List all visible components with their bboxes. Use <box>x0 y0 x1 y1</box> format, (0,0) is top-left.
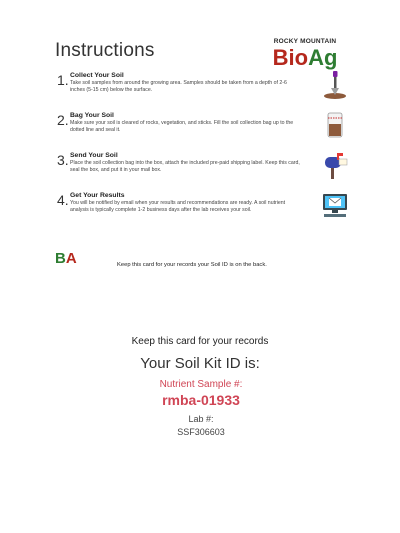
logo-main-text <box>267 46 343 70</box>
instructions-card <box>45 30 355 288</box>
step-3 <box>55 150 355 186</box>
step-text: Place the soil collection bag into the box, attach the included pre-paid shipping label. Keep this card, seal the box, and put it in your mail box. <box>70 160 300 173</box>
step-text: Take soil samples from around the growing area. Samples should be taken from a depth of 2-6 inches (5-15 cm) below the surface. <box>70 80 287 93</box>
soil-id-card <box>55 320 345 470</box>
step-title: Bag Your Soil <box>70 112 114 119</box>
sample-id-label <box>151 378 251 448</box>
ba-footer-logo-a: A <box>65 250 77 267</box>
logo-main-ag: Ag <box>308 45 338 70</box>
trowel-icon <box>321 70 349 100</box>
step-title: Collect Your Soil <box>70 72 124 79</box>
computer-email-icon <box>321 190 349 220</box>
ba-footer-logo <box>55 250 79 272</box>
mailbox-icon <box>321 150 349 180</box>
logo-main-bio: Bio <box>272 45 309 70</box>
step-text: Make sure your soil is cleared of rocks, vegetation, and sticks. Fill the soil collection bag up to the dotted line and seal it. <box>70 120 294 133</box>
step-title: Get Your Results <box>70 192 125 199</box>
nutrient-sample-value: rmba-01933 <box>162 392 240 408</box>
instructions-title: Instructions <box>55 40 155 61</box>
step-number: 4. <box>57 192 69 208</box>
step-number: 2. <box>57 112 69 128</box>
nutrient-sample-label: Nutrient Sample #: <box>159 379 243 390</box>
logo-top-text: ROCKY MOUNTAIN <box>273 38 337 45</box>
step-number: 1. <box>57 72 69 88</box>
step-2 <box>55 110 355 146</box>
step-title: Send Your Soil <box>70 152 118 159</box>
step-number: 3. <box>57 152 69 168</box>
ba-footer-logo-b: B <box>55 250 66 267</box>
footer-note: Keep this card for your records your Soil ID is on the back. <box>117 262 267 268</box>
lab-number-value: SSF306603 <box>177 427 225 437</box>
keep-card-text: Keep this card for your records <box>131 336 269 347</box>
soil-kit-id-heading: Your Soil Kit ID is: <box>140 355 260 372</box>
soil-bag-icon <box>321 110 349 140</box>
lab-number-label: Lab #: <box>188 414 214 424</box>
step-1 <box>55 70 355 106</box>
step-4 <box>55 190 355 226</box>
step-text: You will be notified by email when your results and recommendations are ready. A soil nutrient analysis is typically complete 1-2 business days after the lab receives your soil. <box>70 200 286 213</box>
